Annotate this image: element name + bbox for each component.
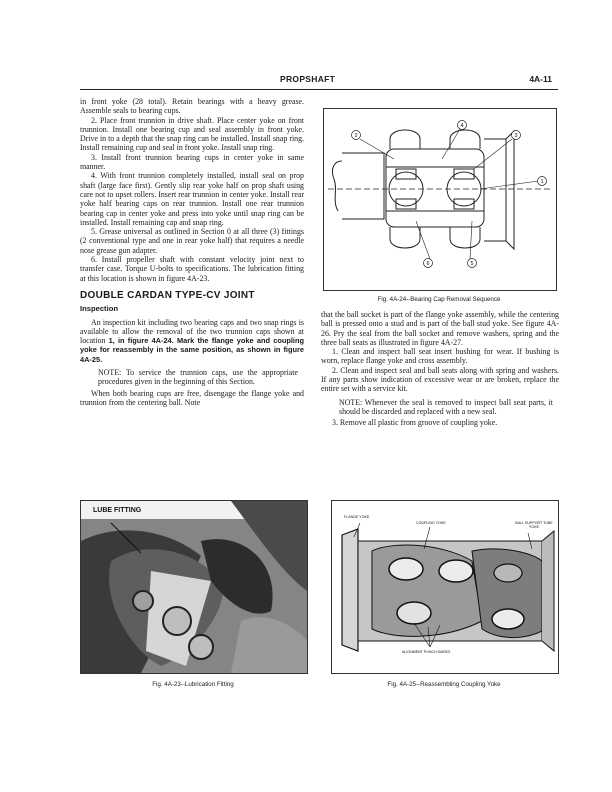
figure-4a-25 — [331, 500, 559, 674]
lube-fitting-label: LUBE FITTING — [93, 507, 142, 514]
figure-4a-23 — [80, 500, 308, 674]
figure-caption: Fig. 4A-23--Lubrication Fitting — [152, 681, 234, 688]
paragraph: When both bearing cups are free, disengage the flange yoke and trunnion from the centering ball. Note — [80, 388, 304, 407]
header-rule — [80, 89, 558, 90]
callout-label: 2 — [354, 133, 358, 139]
callout-label: 5 — [470, 261, 474, 267]
lubrication-fitting-photo — [81, 501, 307, 673]
note: NOTE: To service the trunnion caps, use the appropriate procedures given in the beginning of this Section. — [98, 368, 298, 387]
paragraph: 4. With front trunnion completely installed, install seal on prop shaft (large face first). Gently slip rear yoke half on prop shaft using care not to upset rollers. Insert rear trunnion in center yoke. Install rear yoke half bearing caps on rear trunnion. Install one rear trunnion bearing cap in center yoke and press into yoke until snap ring can be installed. Install remaining cap and snap ring. — [80, 171, 304, 227]
paragraph: 5. Grease universal as outlined in Section 0 at all three (3) fittings (2 conventional type and one in rear yoke half) that requires a needle nose grease gun adapter. — [80, 227, 304, 255]
paragraph: 6. Install propeller shaft with constant velocity joint next to transfer case. Torque U-bolts to specifications. The lubrication fitting at this location is shown in figure 4A-23. — [80, 255, 304, 283]
lubrication-fitting-image — [81, 501, 307, 673]
figure-4a-24 — [323, 108, 557, 291]
coupling-yoke-label: COUPLING YOKE — [416, 521, 446, 525]
paragraph: 1. Clean and inspect ball seat insert bushing for wear. If bushing is worn, replace flange yoke and cross assembly. — [321, 347, 559, 366]
figure-caption: Fig. 4A-24--Bearing Cap Removal Sequence — [377, 296, 501, 303]
figure-caption: Fig. 4A-25--Reassembling Coupling Yoke — [387, 681, 501, 688]
paragraph: 3. Remove all plastic from groove of coupling yoke. — [332, 418, 498, 428]
left-column — [80, 97, 304, 407]
page-number: 4A-11 — [529, 74, 552, 84]
ball-support-label: BALL SUPPORT TUBE YOKE — [515, 521, 553, 529]
bearing-cap-diagram — [324, 109, 556, 290]
callout-label: 6 — [426, 261, 430, 267]
paragraph-bold-text: 1, in figure 4A-24. Mark the flange yoke and coupling yoke for reassembly in the same position, as shown in figure 4A-25. — [80, 336, 304, 364]
paragraph: in front yoke (28 total). Retain bearings with a heavy grease. Assemble seals to bearing cups. — [80, 97, 304, 116]
callout-label: 3 — [514, 133, 518, 139]
paragraph: 3. Install front trunnion bearing cups in center yoke in same manner. — [80, 152, 304, 172]
right-column — [321, 310, 559, 428]
paragraph-text: An inspection kit including two bearing caps and two snap rings is available to allow the removal of the two trunnion caps shown at location — [80, 317, 304, 346]
paragraph: 2. Place front trunnion in drive shaft. Place center yoke on front trunnion. Install one bearing cup and seal assembly in front yoke. Drive in to a depth that the snap ring can be installed. Install snap ring. Install remaining cup and seal in front yoke. Install snap ring. — [80, 115, 304, 153]
page-header — [80, 74, 562, 86]
alignment-marks-label: ALIGNMENT PUNCH MARKS — [402, 650, 451, 654]
paragraph: that the ball socket is part of the flange yoke assembly, while the centering ball is pressed onto a stud and is part of the ball stud yoke. See figure 4A-26. Pry the seal from the ball socket and remove washers, spring and the three ball seats as illustrated in figure 4A-27. — [321, 310, 559, 347]
subsection-title: Inspection — [80, 304, 118, 314]
callout-label: 1 — [540, 179, 544, 185]
paragraph — [80, 318, 304, 364]
section-title: DOUBLE CARDAN TYPE-CV JOINT — [80, 289, 255, 301]
running-title: PROPSHAFT — [280, 74, 336, 84]
callout-label: 4 — [460, 123, 464, 129]
paragraph: 2. Clean and inspect seal and ball seats along with spring and washers. If any parts show indication of excessive wear or are broken, replace the entire set with a service kit. — [321, 365, 559, 394]
flange-yoke-label: FLANGE YOKE — [344, 515, 370, 519]
note: NOTE: Whenever the seal is removed to inspect ball seat parts, it should be discarded and replaced with a new seal. — [339, 397, 553, 416]
